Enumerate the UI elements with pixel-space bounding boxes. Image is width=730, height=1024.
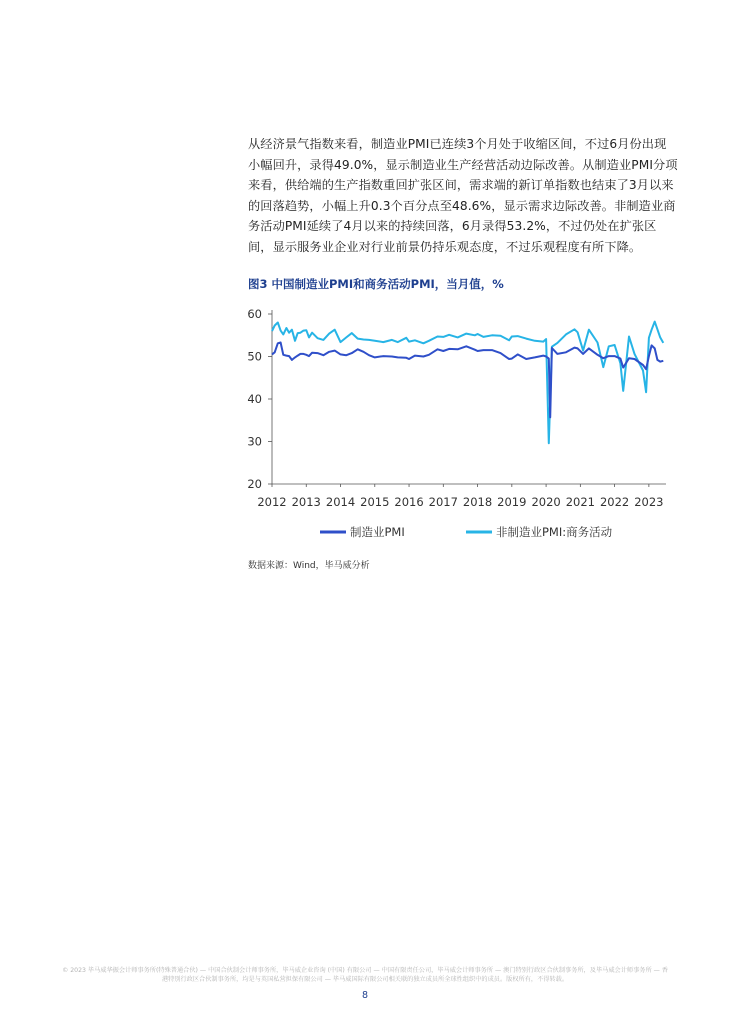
series-line-non-manufacturing-pmi [272,322,663,444]
copyright-footer: © 2023 毕马威华振会计师事务所(特殊普通合伙) — 中国合伙制会计师事务所，毕马威企业咨询 (中国) 有限公司 — 中国有限责任公司，毕马威会计师事务所 — 澳门特别行政区合伙制事务所，及毕马威会计师事务所 — 香港特别行政区合伙制事务所，均是与英国私营担保有限公司 — 毕马威国际有限公司相关联的独立成员所全球性组织中的成员。版权所有，不得转载。 [62,967,668,983]
x-tick-label: 2020 [531,495,561,509]
page-number: 8 [361,990,369,1001]
y-tick-label: 30 [247,434,262,449]
x-tick-label: 2018 [462,495,493,509]
legend-label-manufacturing-pmi: 制造业PMI [350,525,405,539]
x-tick-label: 2014 [325,495,356,509]
x-tick-label: 2019 [497,495,527,509]
x-tick-label: 2016 [394,495,424,509]
figure-title: 图3 中国制造业PMI和商务活动PMI，当月值，% [248,277,504,291]
body-paragraph: 从经济景气指数来看，制造业PMI已连续3个月处于收缩区间，不过6月份出现小幅回升，录得49.0%，显示制造业生产经营活动边际改善。从制造业PMI分项来看，供给端的生产指数重回扩张区间，需求端的新订单指数也结束了3月以来的回落趋势，小幅上升0.3个百分点至48.6%，显示需求边际改善。非制造业商务活动PMI延续了4月以来的持续回落，6月录得53.2%，不过仍处在扩张区间，显示服务业企业对行业前景仍持乐观态度，不过乐观程度有所下降。 [248,137,678,254]
x-tick-label: 2021 [565,495,595,509]
y-tick-label: 20 [247,477,262,491]
y-tick-label: 40 [247,392,262,406]
y-tick-label: 50 [247,349,262,364]
x-tick-label: 2013 [291,495,321,509]
x-tick-label: 2012 [257,495,287,509]
legend-label-non-manufacturing-pmi: 非制造业PMI:商务活动 [496,525,613,539]
pmi-line-chart [236,300,676,550]
x-tick-label: 2022 [599,495,630,509]
series-line-manufacturing-pmi [272,343,663,418]
x-tick-label: 2023 [634,495,664,509]
x-tick-label: 2015 [360,495,390,509]
data-source-note: 数据来源：Wind，毕马威分析 [248,561,370,571]
y-tick-label: 60 [247,307,262,321]
x-tick-label: 2017 [428,495,458,509]
